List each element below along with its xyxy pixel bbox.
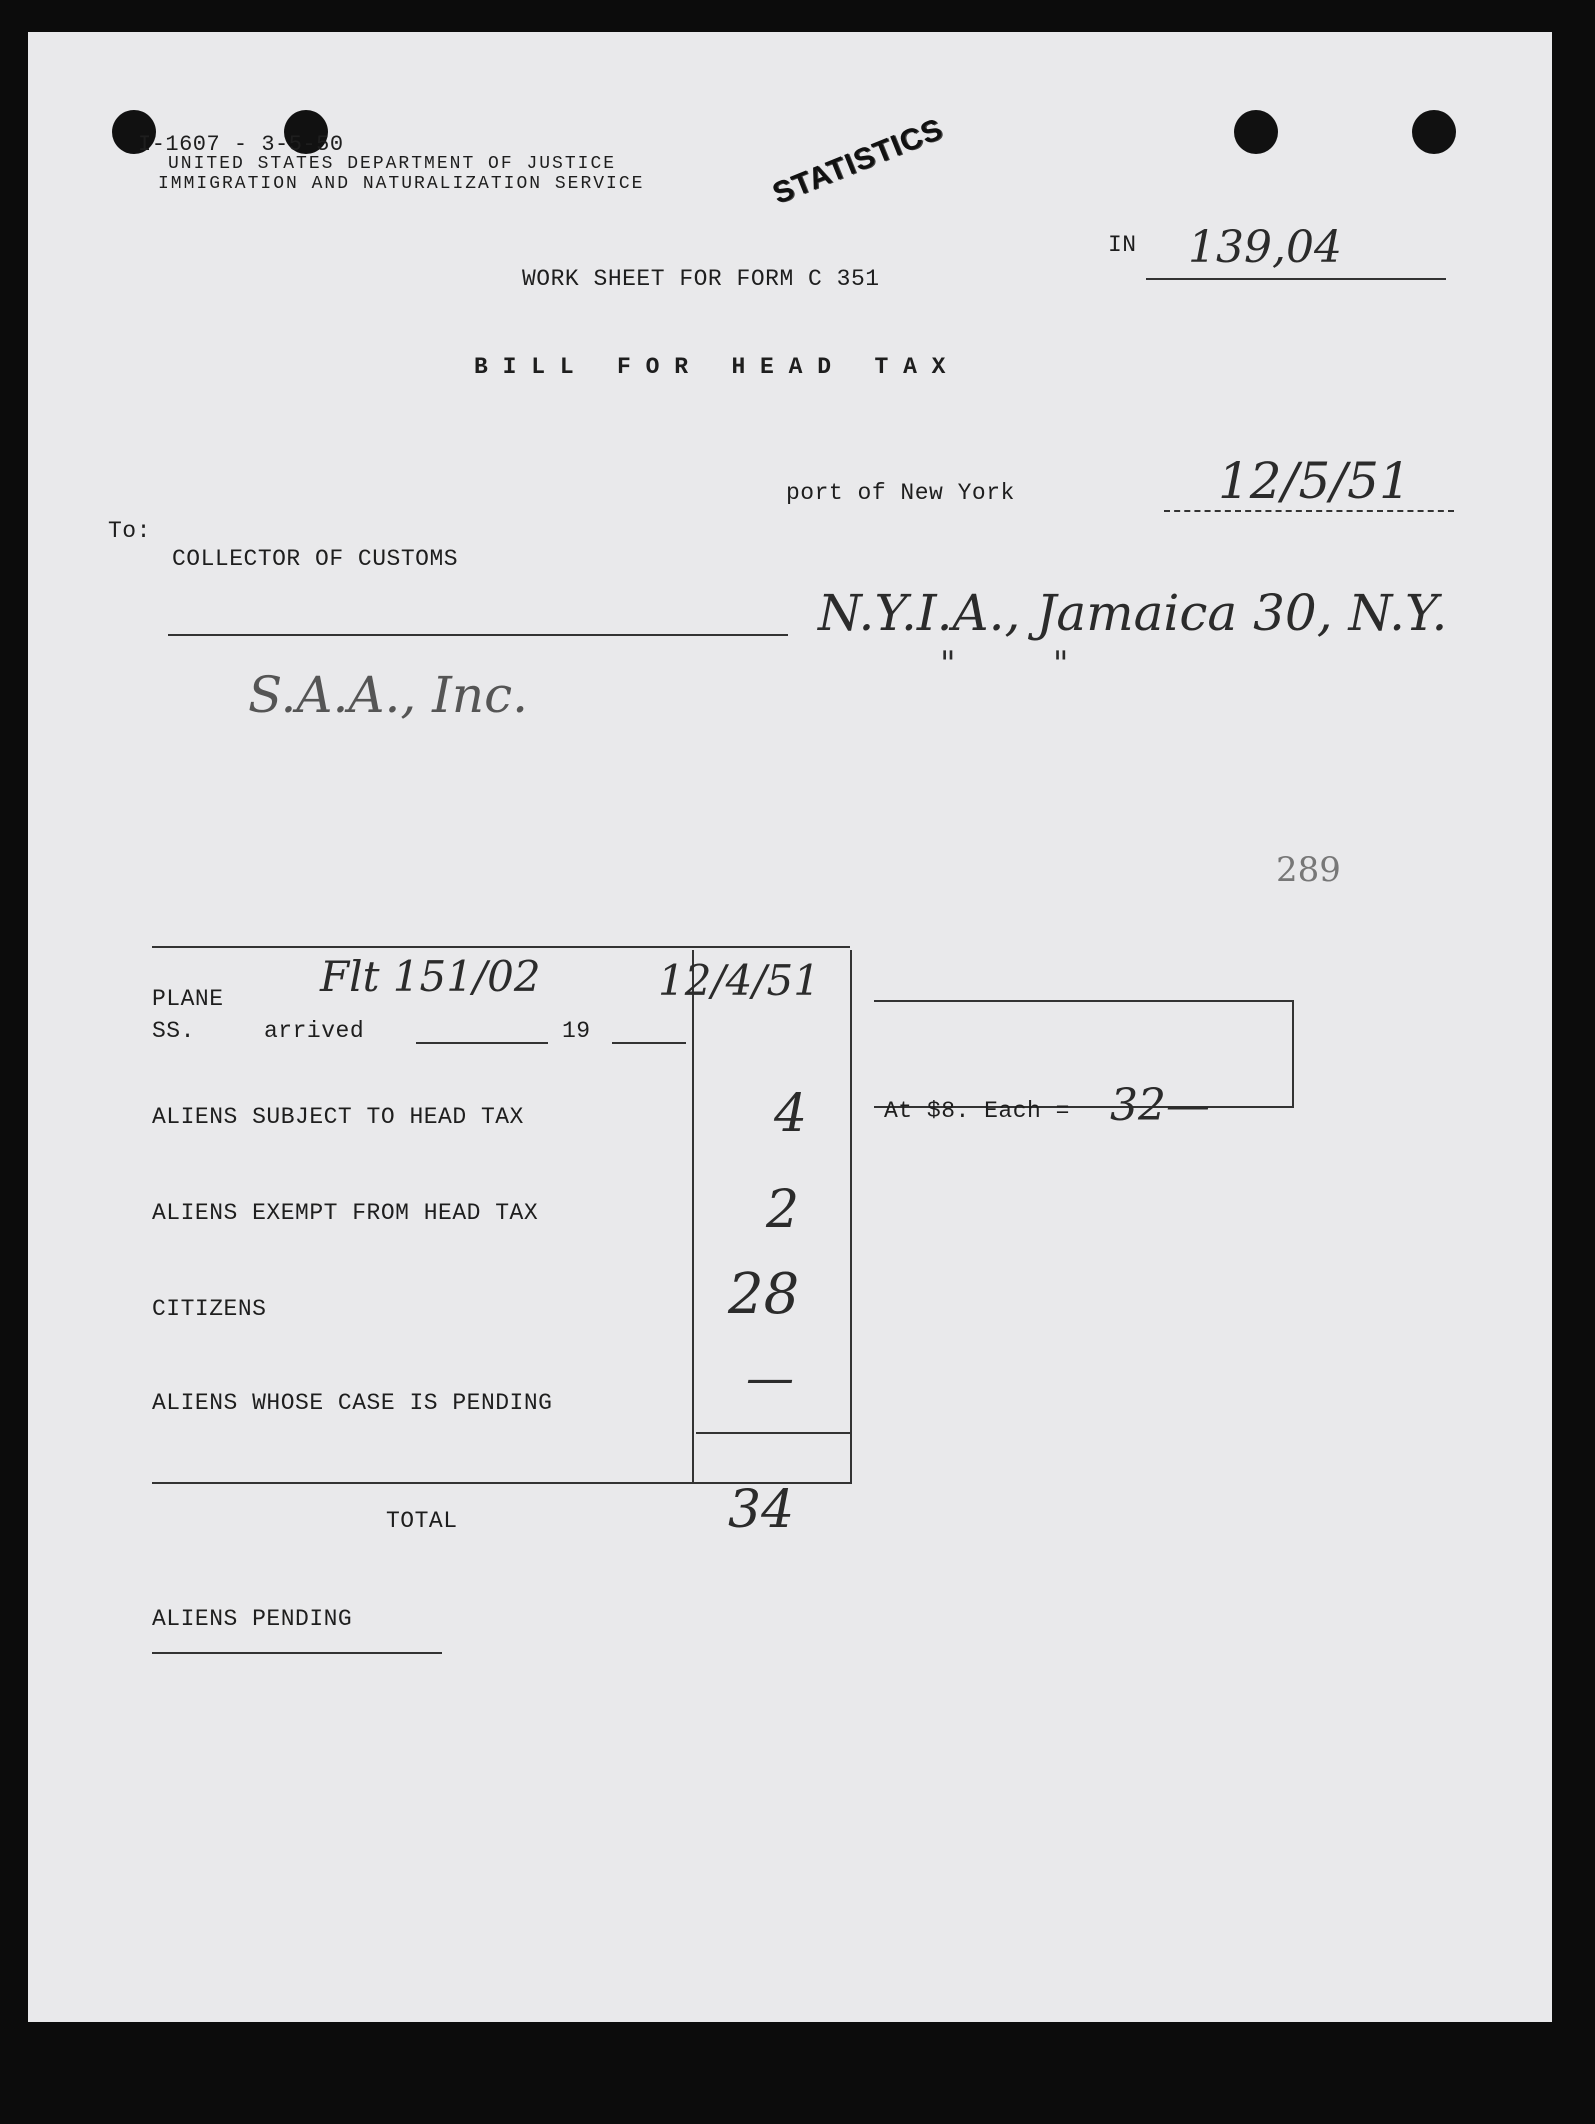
total-label: TOTAL [386,1508,458,1534]
handwritten-location: N.Y.I.A., Jamaica 30, N.Y. [818,584,1448,642]
aliens-pending-label: ALIENS PENDING [152,1606,353,1632]
punch-hole-3 [1234,110,1278,154]
flight-number: Flt 151/02 [320,952,541,1001]
table-divider [692,950,694,1482]
date-underline [1164,510,1454,512]
worksheet-title: WORK SHEET FOR FORM C 351 [522,266,880,292]
row-label-subject: ALIENS SUBJECT TO HEAD TAX [152,1104,524,1130]
arrived-blank-1 [416,1042,548,1044]
agency-line-1: UNITED STATES DEPARTMENT OF JUSTICE [168,154,617,174]
statistics-stamp: STATISTICS [768,112,948,211]
in-label: IN [1108,232,1137,258]
port-text: port of New York [786,480,1015,506]
aliens-pending-underline [152,1652,442,1654]
arrived-label: arrived [264,1018,365,1044]
tax-amount: 32— [1110,1080,1210,1131]
punch-hole-4 [1412,110,1456,154]
plane-label: PLANE [152,986,224,1012]
bill-date: 12/5/51 [1218,452,1411,510]
arrival-date: 12/4/51 [658,956,820,1005]
form-number: I-1607 - 3-5-50 [138,132,344,157]
row-value-subject: 4 [774,1084,808,1144]
year-prefix: 19 [562,1018,591,1044]
handwritten-ditto: " " [940,644,1069,684]
total-value: 34 [728,1480,795,1540]
tax-label: At $8. Each = [884,1098,1070,1124]
collector-underline [168,634,788,636]
total-separator [696,1432,850,1434]
table-top-border [152,946,850,948]
ss-label: SS. [152,1018,195,1044]
row-value-pending: — [746,1350,794,1406]
collector-label: COLLECTOR OF CUSTOMS [172,546,459,572]
row-label-citizens: CITIZENS [152,1296,267,1322]
page-number: 289 [1276,850,1341,890]
row-label-exempt: ALIENS EXEMPT FROM HEAD TAX [152,1200,539,1226]
tax-box [874,1000,1294,1108]
handwritten-company: S.A.A., Inc. [248,666,529,724]
to-label: To: [108,518,151,544]
arrived-blank-2 [612,1042,686,1044]
row-label-pending: ALIENS WHOSE CASE IS PENDING [152,1390,553,1416]
in-number: 139,04 [1188,222,1342,273]
row-value-exempt: 2 [766,1180,800,1240]
agency-line-2: IMMIGRATION AND NATURALIZATION SERVICE [158,174,645,194]
bill-title: B I L L F O R H E A D T A X [474,354,946,380]
in-number-underline [1146,278,1446,280]
document-sheet [28,32,1552,2022]
table-right-border [850,950,852,1482]
row-value-citizens: 28 [728,1262,800,1327]
